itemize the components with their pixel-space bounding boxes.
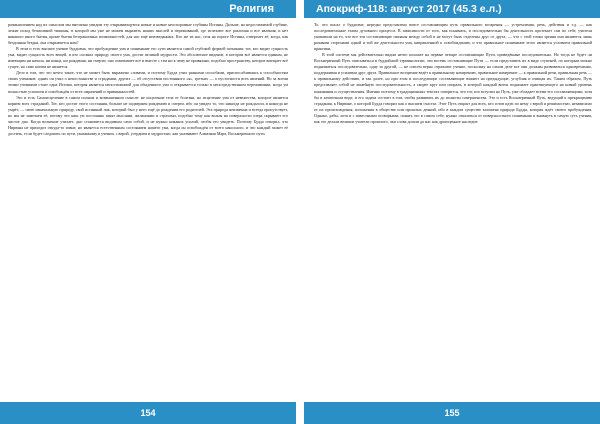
left-page-footer <box>0 402 296 424</box>
left-page <box>0 0 296 424</box>
left-header-title: Религия <box>229 3 274 15</box>
left-paragraph: Дело в том, что это нечто такое, что не может быть выражено словами, и поэтому Будда учил разными способами, приспосабливаясь к способностям своих учеников: одних он учил о непостоянстве и страдании, других — об отсутствии постоянного «я», третьих — о пустотности всех явлений. Но за всеми этими учениями стоит одна Истина, которая является непостижимой для обыденного ума и открывается только в непосредственном переживании, когда ум полностью успокоен и освобождён от всех омрачений и привязанностей. <box>8 70 288 94</box>
right-paragraph: То, что писал о буддизме, нередко представлено вовсе составляющим путь правильного воззрения — устремления, речь, действия и т.д. — как последовательные этапы духовного процесса. В зависимости от того, как понимать, и последовательно бы деятельность протекает сам по себе, учителя указывали на то, что все эти составляющие связаны между собой и не могут быть отделены друг от друга, — что с этой точки зрения они являются лишь разными сторонами одной и той же деятельности ума, направленной к освобождению, и что правильное понимание этого является условием правильной практики. <box>314 22 592 52</box>
right-page-header <box>304 0 600 18</box>
left-page-header <box>0 0 296 18</box>
right-page <box>304 0 600 424</box>
right-paragraph: В этой системе мы действительно видим нечто похожее на первые четыре составляющие Пути, приведённые последовательно. Но тогда не будет ли Восьмеричный Путь описываться в буддийской терминологии, эти восемь составляющие Пути — если представить их в виде ступеней, по которым можно подниматься последовательно, одну за другой, — не совсем верно отражают учение, поскольку на самом деле все они должны развиваться одновременно, поддерживая и усиливая друг друга. Правильное воззрение ведёт к правильному намерению, правильное намерение — к правильной речи, правильная речь — к правильному действию, и так далее, но при этом и последующие составляющие влияют на предыдущие, углубляя и очищая их. Таким образом, Путь представляет собой не линейную последовательность, а скорее круг или спираль, в которой каждый виток поднимает практикующего на новый уровень понимания и осуществления. Именно поэтому в традиционных текстах говорится, что тот, кто вступил на Путь, уже обладает всеми его составляющими, хотя бы в зачаточном виде, и его задача состоит в том, чтобы развивать их до полноты совершенства. Это и есть Восьмеричный Путь, ведущий к прекращению страдания, к Нирване, о которой Будда говорил как о высшем счастье. Этот Путь открыт для всех, кто готов идти по нему с верой и решимостью, независимо от их происхождения, положения в обществе или прошлых деяний, ибо в каждом существе заложена природа Будды, которая ждёт своего пробуждения. Однако, дабы, хотя и с известными оговорками, понять это в самом себе, нужно отказаться от поверхностного понимания и вникнуть в самую суть учения, как это делали великие учители прошлого, чьи слова дошли до нас как драгоценное наследие. <box>314 52 592 124</box>
left-paragraph: В этом и есть высшее учение буддизма, что пробуждение ума и понимание его сути является самой глубокой формой познания: тот, кто видит сущность ума, видит сущность всех вещей, и кто осознал природу своего ума, достиг великой мудрости. Это абсолютное видение, в котором всё является единым, не имеющим ни начала, ни конца, ни рождения, ни смерти; оно охватывает всё и вместе с тем ни к чему не привязано, подобно пространству, которое вмещает всё сущее, но само ничем не является. <box>8 46 288 70</box>
page-gutter <box>296 0 304 424</box>
right-header-title: Апокриф-118: август 2017 (45.3 е.л.) <box>316 3 502 15</box>
left-paragraph: Это и есть Самоисцеление в самом полном и возвышенном смысле: не исцеление тела от болезни, но исцеление ума от невежества, которое является корнем всех страданий. Тот, кто достиг этого состояния, больше не подвержен рождению и смерти, ибо он увидел то, что никогда не рождалось и никогда не умрёт, — свою изначальную природу, свой истинный лик, который был у него ещё до рождения его родителей. Эта природа неизменна и всегда присутствует, но мы не замечаем её, потому что наш ум постоянно занят мыслями, желаниями и страхами, подобно тому как волны на поверхности озера скрывают его чистое дно. Когда волнение утихает, дно становится видимым само собой, и не нужно никаких усилий, чтобы его увидеть. Поэтому Будда говорил, что Нирвана не приходит откуда-то извне, но является естественным состоянием нашего ума, когда он освобождён от всего наносного, и что каждый может её достичь, если будет следовать по пути, указанному в учении, с верой, усердием и мудростью, как указывают Алмазная Мара, Восьмеричного пути. <box>8 94 288 136</box>
left-page-body <box>8 22 288 137</box>
right-page-body <box>314 22 592 125</box>
right-page-number: 155 <box>444 408 460 418</box>
left-paragraph: размышлением над их смыслом мы внезапно увидим эту открывающуюся новые и новые неоспоримые глубины Истины. Дальше, на недостижимой глубине, лежит исход безмолвной тишины, в которой мы уже не можем выразить наших мыслей и переживаний, где исчезают все различия и все явления, и нет никакого иного бытия, кроме бытия безграничных возможностей, для нас ещё неизведанных. Кто же из нас, стоя на пороге Истины, отвергнет её, когда, как бездонная бездна, она открывается нам? <box>8 22 288 46</box>
right-page-footer <box>304 402 600 424</box>
left-page-number: 154 <box>140 408 156 418</box>
